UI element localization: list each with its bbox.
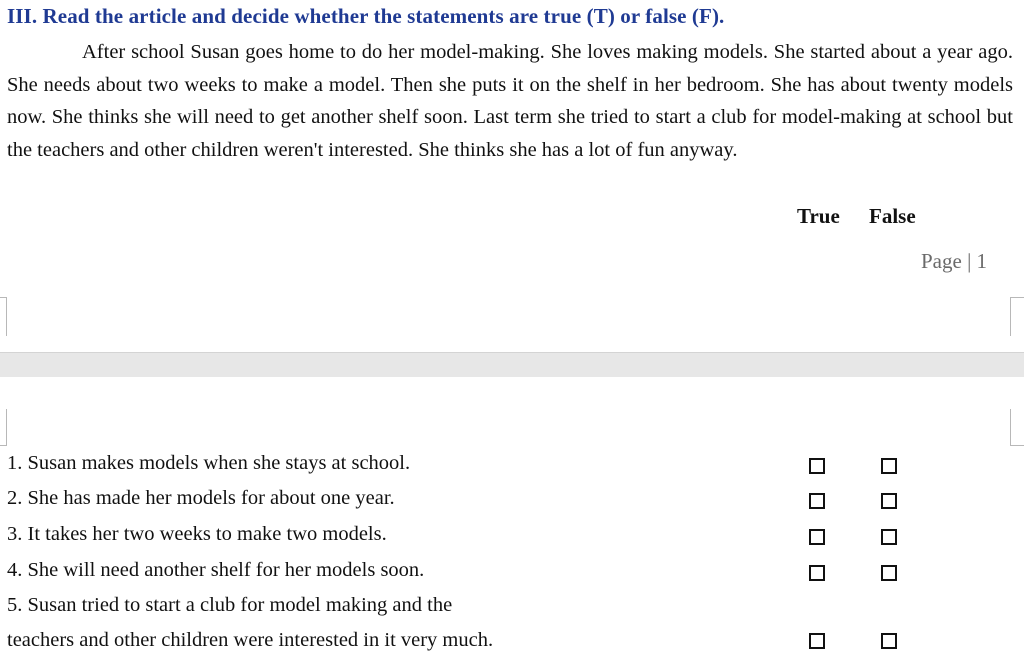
statement-5-continuation: teachers and other children were interested in it very much. — [7, 629, 494, 651]
true-checkbox-4[interactable] — [809, 565, 825, 581]
false-checkbox-4[interactable] — [881, 565, 897, 581]
statement-1 — [7, 452, 410, 475]
exercise-heading: III. Read the article and decide whether the statements are true (T) or false (F). — [7, 4, 725, 28]
true-checkbox-1[interactable] — [809, 458, 825, 474]
false-checkbox-2[interactable] — [881, 493, 897, 509]
statement-text: She will need another shelf for her models soon. — [27, 559, 425, 581]
true-column-header: True — [797, 204, 840, 228]
true-checkbox-5[interactable] — [809, 633, 825, 649]
false-column-header: False — [869, 204, 916, 228]
statement-number: 2. — [7, 487, 23, 509]
statement-2 — [7, 487, 395, 510]
statement-number: 4. — [7, 559, 23, 581]
false-checkbox-3[interactable] — [881, 529, 897, 545]
true-checkbox-2[interactable] — [809, 493, 825, 509]
statement-text: She has made her models for about one year. — [27, 487, 395, 509]
statement-text: Susan tried to start a club for model making and the — [27, 594, 453, 616]
false-checkbox-5[interactable] — [881, 633, 897, 649]
page-number: Page | 1 — [921, 249, 988, 273]
article-paragraph: After school Susan goes home to do her model-making. She loves making models. She started about a year ago. She needs about two weeks to make a model. Then she puts it on the shelf in her bedroom. She has about twenty models now. She thinks she will need to get another shelf soon. Last term she tried to start a club for model-making at school but the teachers and other children weren't interested. She thinks she has a lot of fun anyway. — [7, 41, 1013, 161]
false-checkbox-1[interactable] — [881, 458, 897, 474]
margin-corner-mark — [1010, 409, 1024, 446]
margin-corner-mark — [1010, 297, 1024, 336]
page-break-gap — [0, 352, 1024, 378]
statement-5 — [7, 594, 452, 617]
statement-text: Susan makes models when she stays at school. — [27, 452, 411, 474]
statement-number: 5. — [7, 594, 23, 616]
statement-text: It takes her two weeks to make two models. — [27, 523, 387, 545]
statement-4 — [7, 559, 424, 582]
margin-corner-mark — [0, 409, 7, 446]
statement-number: 3. — [7, 523, 23, 545]
margin-corner-mark — [0, 297, 7, 336]
statement-number: 1. — [7, 452, 23, 474]
statement-3 — [7, 523, 387, 546]
true-checkbox-3[interactable] — [809, 529, 825, 545]
